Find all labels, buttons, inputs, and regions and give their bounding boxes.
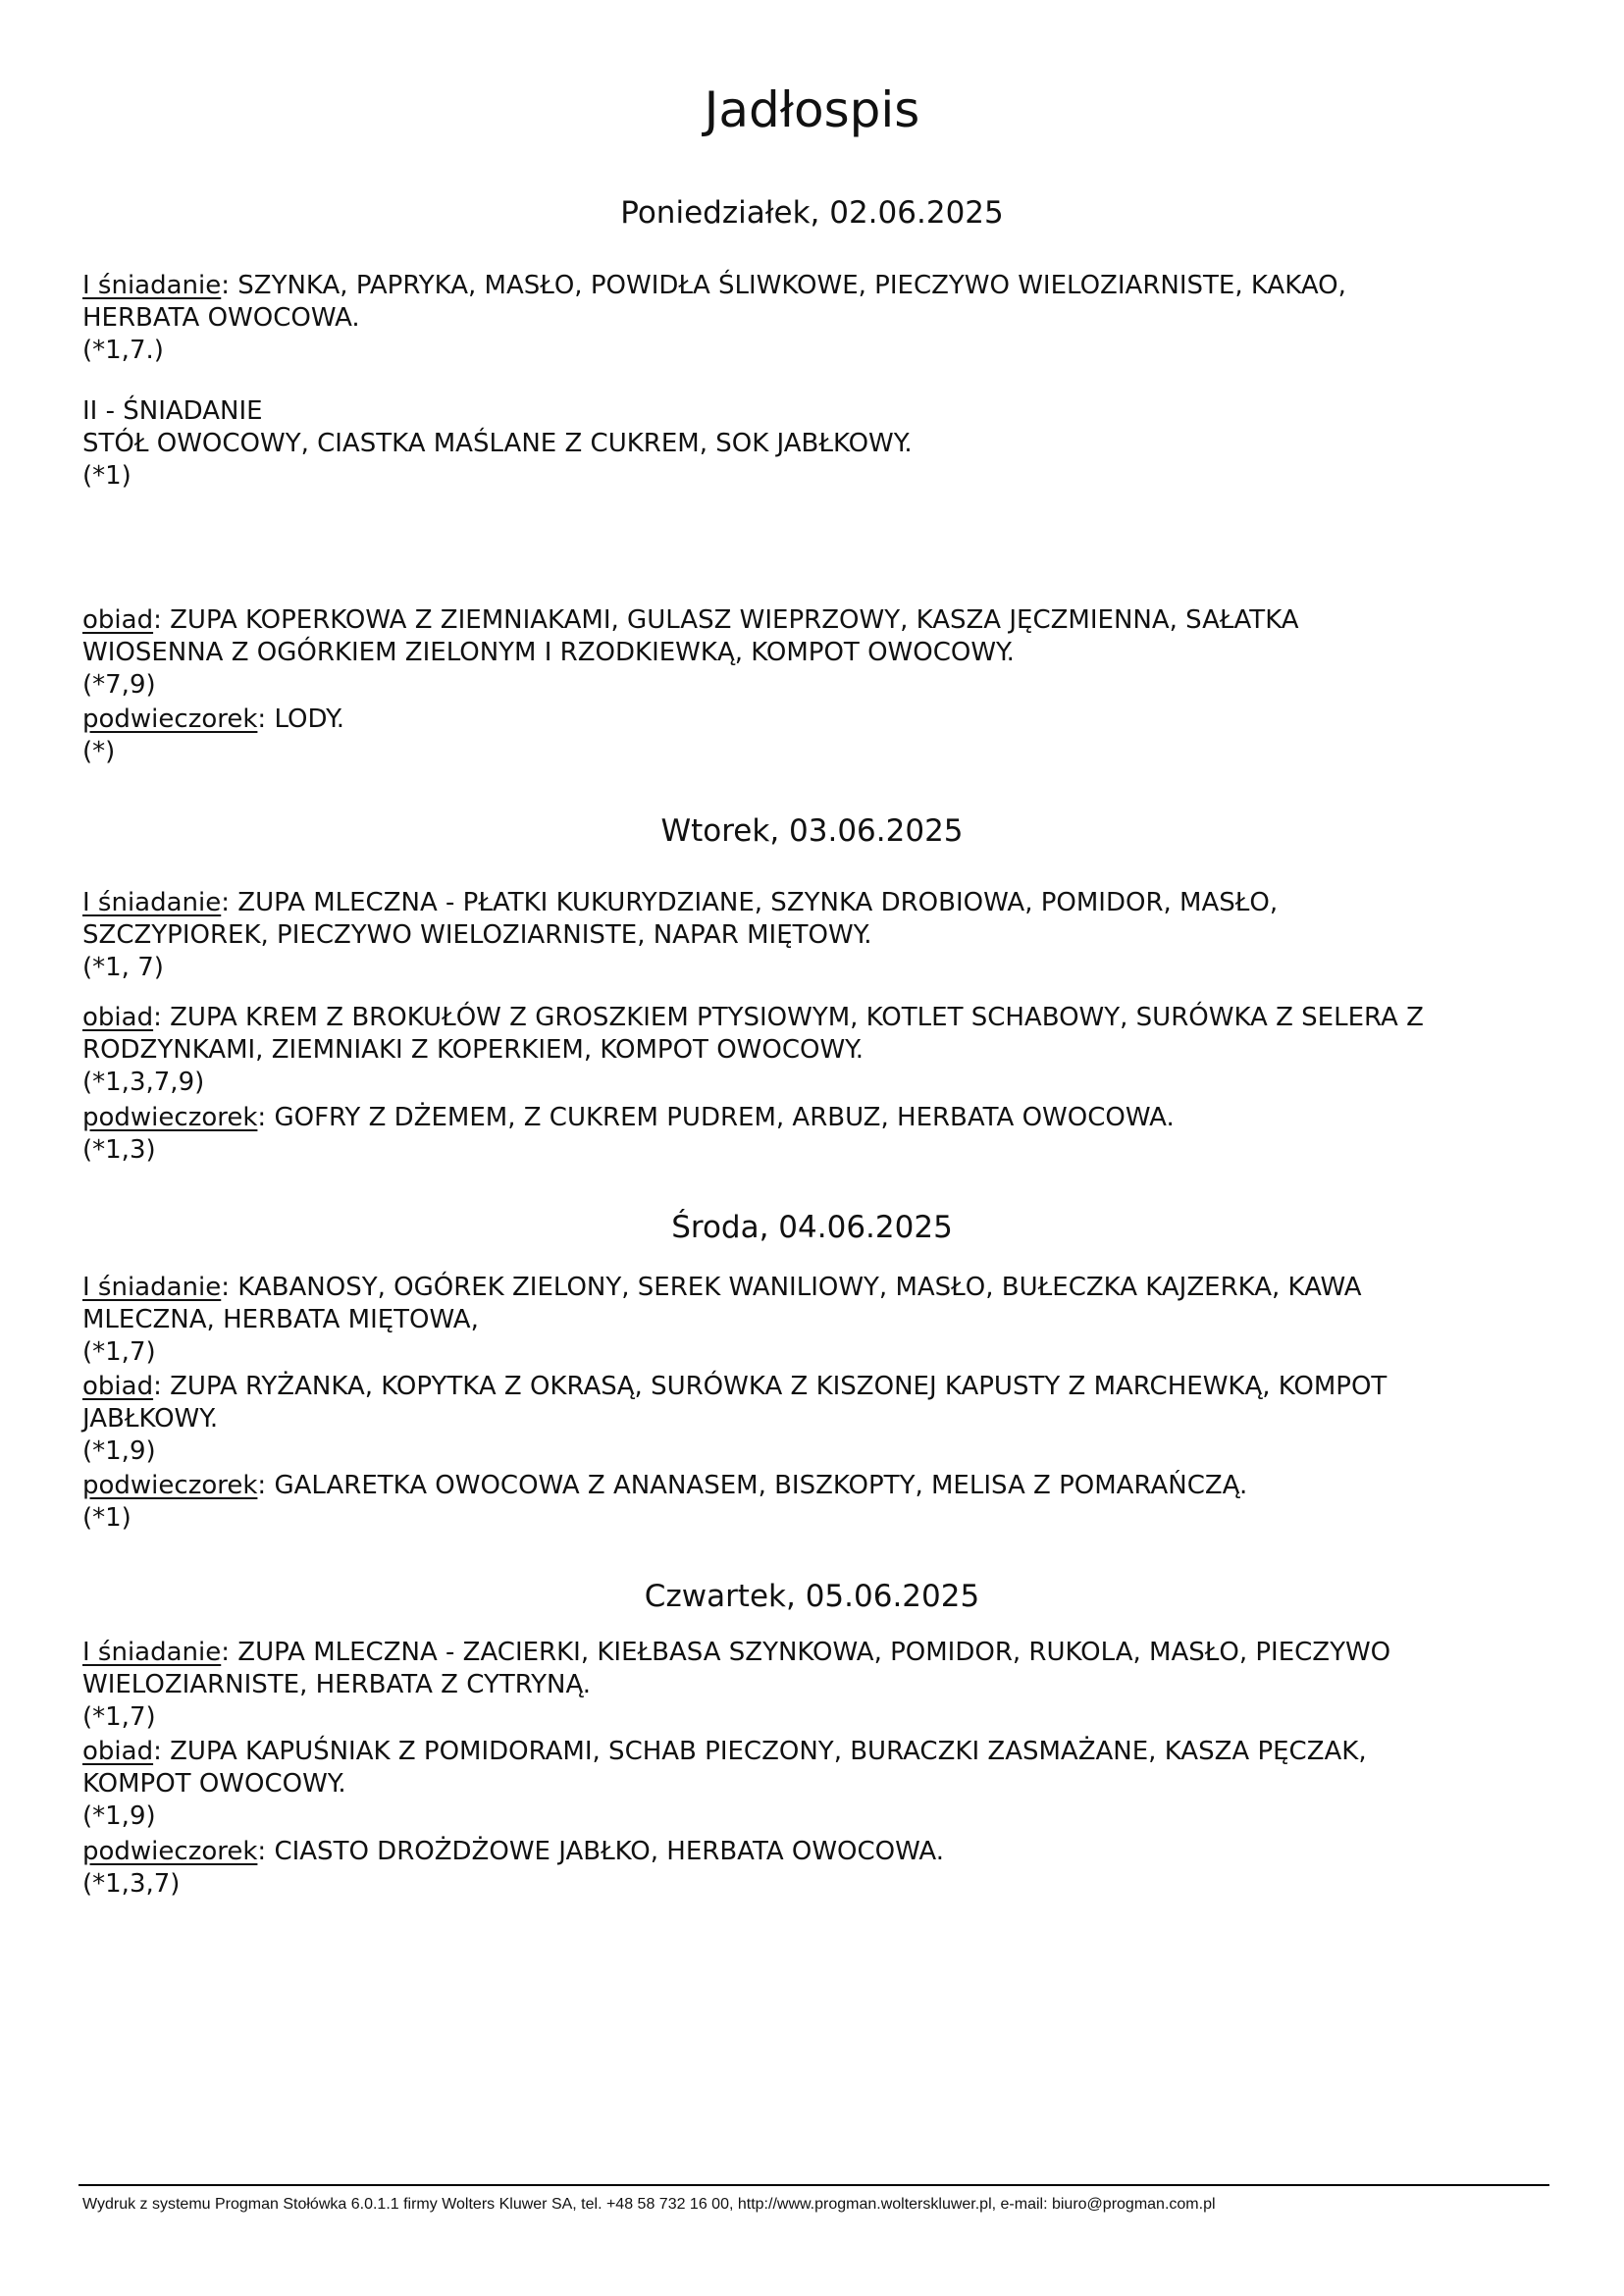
meal-lunch-wednesday: obiad: ZUPA RYŻANKA, KOPYTKA Z OKRASĄ, SURÓWKA Z KISZONEJ KAPUSTY Z MARCHEWKĄ, KOMPOT JABŁKOWY. (*1,9) [82,1371,1554,1468]
allergens: (*1) [82,1503,131,1533]
allergens: (*1,7.) [82,336,164,365]
allergens: (*7,9) [82,670,156,700]
meal-label: podwieczorek [82,1837,258,1866]
meal-label: I śniadanie [82,271,222,300]
footer-text: Wydruk z systemu Progman Stołówka 6.0.1.1 firmy Wolters Kluwer SA, tel. +48 58 732 16 00, http://www.progman.wolterskluwer.pl, e-mail: biuro@progman.com.pl [82,2196,1216,2213]
day-title-tuesday: Wtorek, 03.06.2025 [660,813,964,849]
meal-text: MLECZNA, HERBATA MIĘTOWA, [82,1305,479,1334]
allergens: (*1, 7) [82,953,164,982]
meal-text: STÓŁ OWOCOWY, CIASTKA MAŚLANE Z CUKREM, SOK JABŁKOWY. [82,429,913,458]
meal-breakfast-monday: I śniadanie: SZYNKA, PAPRYKA, MASŁO, POWIDŁA ŚLIWKOWE, PIECZYWO WIELOZIARNISTE, KAKAO, HERBATA OWOCOWA. (*1,7.) [82,270,1554,367]
meal-text: WIELOZIARNISTE, HERBATA Z CYTRYNĄ. [82,1670,592,1699]
meal-label: podwieczorek [82,1103,258,1132]
meal-text: LODY. [274,704,344,734]
allergens: (*1,3,7) [82,1869,181,1899]
meal-snack-wednesday: podwieczorek: GALARETKA OWOCOWA Z ANANASEM, BISZKOPTY, MELISA Z POMARAŃCZĄ. (*1) [82,1470,1554,1535]
meal-breakfast-thursday: I śniadanie: ZUPA MLECZNA - ZACIERKI, KIEŁBASA SZYNKOWA, POMIDOR, RUKOLA, MASŁO, PIECZYWO WIELOZIARNISTE, HERBATA Z CYTRYNĄ. (*1,7) [82,1637,1554,1734]
meal-snack-tuesday: podwieczorek: GOFRY Z DŻEMEM, Z CUKREM PUDREM, ARBUZ, HERBATA OWOCOWA. (*1,3) [82,1102,1554,1167]
allergens: (*1,9) [82,1801,156,1831]
meal-text: HERBATA OWOCOWA. [82,303,360,333]
allergens: (*1,7) [82,1337,156,1367]
day-title-monday: Poniedziałek, 02.06.2025 [620,195,1004,231]
meal-lunch-thursday: obiad: ZUPA KAPUŚNIAK Z POMIDORAMI, SCHAB PIECZONY, BURACZKI ZASMAŻANE, KASZA PĘCZAK, KOMPOT OWOCOWY. (*1,9) [82,1736,1554,1833]
meal-label: I śniadanie [82,888,222,917]
meal-snack-monday: podwieczorek: LODY. (*) [82,704,1554,768]
day-title-thursday: Czwartek, 05.06.2025 [644,1579,980,1614]
meal-text: GALARETKA OWOCOWA Z ANANASEM, BISZKOPTY, MELISA Z POMARAŃCZĄ. [274,1471,1248,1500]
day-title-wednesday: Środa, 04.06.2025 [671,1210,953,1245]
meal-text: ZUPA MLECZNA - PŁATKI KUKURYDZIANE, SZYNKA DROBIOWA, POMIDOR, MASŁO, [237,888,1279,917]
allergens: (*1,7) [82,1702,156,1732]
meal-text: KOMPOT OWOCOWY. [82,1769,346,1799]
meal-label: obiad [82,1737,154,1766]
meal-label: obiad [82,1003,154,1032]
meal-text: ZUPA KOPERKOWA Z ZIEMNIAKAMI, GULASZ WIEPRZOWY, KASZA JĘCZMIENNA, SAŁATKA [170,605,1299,635]
meal-text: JABŁKOWY. [82,1404,219,1434]
allergens: (*) [82,737,116,766]
meal-lunch-tuesday: obiad: ZUPA KREM Z BROKUŁÓW Z GROSZKIEM PTYSIOWYM, KOTLET SCHABOWY, SURÓWKA Z SELERA Z RODZYNKAMI, ZIEMNIAKI Z KOPERKIEM, KOMPOT OWOCOWY. (*1,3,7,9) [82,1002,1554,1099]
meal-lunch-monday: obiad: ZUPA KOPERKOWA Z ZIEMNIAKAMI, GULASZ WIEPRZOWY, KASZA JĘCZMIENNA, SAŁATKA WIOSENNA Z OGÓRKIEM ZIELONYM I RZODKIEWKĄ, KOMPOT OWOCOWY. (*7,9) [82,604,1554,702]
meal-text: SZYNKA, PAPRYKA, MASŁO, POWIDŁA ŚLIWKOWE, PIECZYWO WIELOZIARNISTE, KAKAO, [237,271,1346,300]
meal-text: II - ŚNIADANIE [82,396,263,426]
meal-second-breakfast-monday [82,395,1554,493]
meal-label: podwieczorek [82,1471,258,1500]
meal-text: WIOSENNA Z OGÓRKIEM ZIELONYM I RZODKIEWKĄ, KOMPOT OWOCOWY. [82,638,1015,667]
meal-text: RODZYNKAMI, ZIEMNIAKI Z KOPERKIEM, KOMPOT OWOCOWY. [82,1035,864,1065]
page-title: Jadłospis [704,81,920,138]
meal-breakfast-wednesday: I śniadanie: KABANOSY, OGÓREK ZIELONY, SEREK WANILIOWY, MASŁO, BUŁECZKA KAJZERKA, KAWA MLECZNA, HERBATA MIĘTOWA, (*1,7) [82,1272,1554,1369]
allergens: (*1) [82,461,131,491]
meal-breakfast-tuesday: I śniadanie: ZUPA MLECZNA - PŁATKI KUKURYDZIANE, SZYNKA DROBIOWA, POMIDOR, MASŁO, SZCZYPIOREK, PIECZYWO WIELOZIARNISTE, NAPAR MIĘTOWY. (*1, 7) [82,887,1554,984]
meal-label: podwieczorek [82,704,258,734]
allergens: (*1,3,7,9) [82,1068,205,1097]
meal-label: obiad [82,605,154,635]
meal-snack-thursday: podwieczorek: CIASTO DROŻDŻOWE JABŁKO, HERBATA OWOCOWA. (*1,3,7) [82,1836,1554,1901]
allergens: (*1,3) [82,1135,156,1165]
meal-text: GOFRY Z DŻEMEM, Z CUKREM PUDREM, ARBUZ, HERBATA OWOCOWA. [274,1103,1175,1132]
allergens: (*1,9) [82,1436,156,1466]
meal-text: ZUPA MLECZNA - ZACIERKI, KIEŁBASA SZYNKOWA, POMIDOR, RUKOLA, MASŁO, PIECZYWO [237,1638,1391,1667]
meal-text: CIASTO DROŻDŻOWE JABŁKO, HERBATA OWOCOWA. [274,1837,945,1866]
meal-label: I śniadanie [82,1273,222,1302]
meal-label: I śniadanie [82,1638,222,1667]
meal-text: SZCZYPIOREK, PIECZYWO WIELOZIARNISTE, NAPAR MIĘTOWY. [82,920,872,950]
meal-text: KABANOSY, OGÓREK ZIELONY, SEREK WANILIOWY, MASŁO, BUŁECZKA KAJZERKA, KAWA [237,1273,1362,1302]
meal-label: obiad [82,1372,154,1401]
footer-divider [79,2184,1549,2186]
meal-text: ZUPA KAPUŚNIAK Z POMIDORAMI, SCHAB PIECZONY, BURACZKI ZASMAŻANE, KASZA PĘCZAK, [170,1737,1367,1766]
meal-text: ZUPA RYŻANKA, KOPYTKA Z OKRASĄ, SURÓWKA Z KISZONEJ KAPUSTY Z MARCHEWKĄ, KOMPOT [170,1372,1388,1401]
meal-text: ZUPA KREM Z BROKUŁÓW Z GROSZKIEM PTYSIOWYM, KOTLET SCHABOWY, SURÓWKA Z SELERA Z [170,1003,1424,1032]
